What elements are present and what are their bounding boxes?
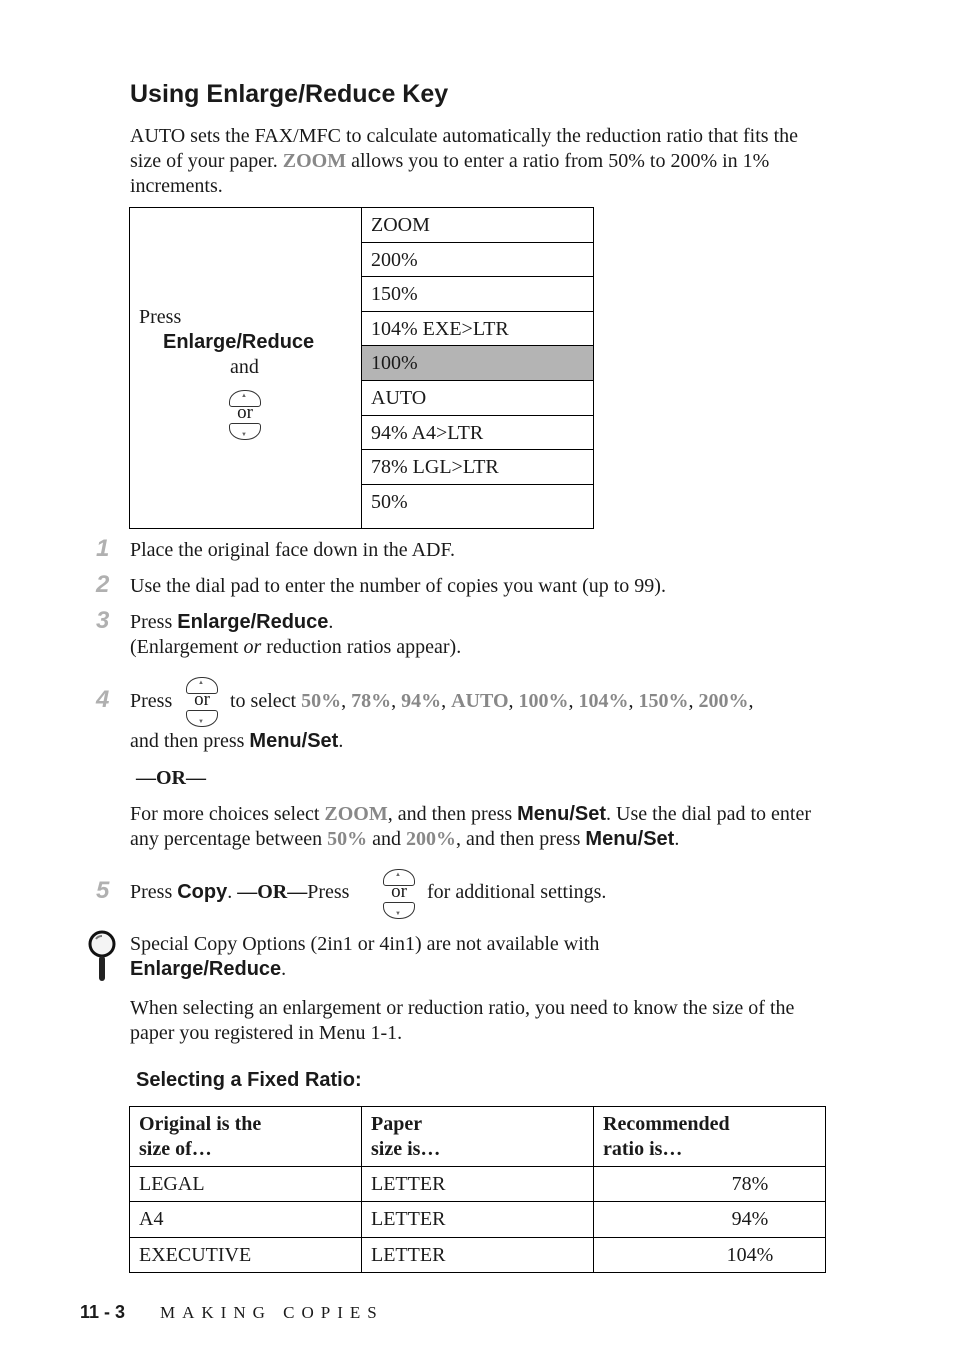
fixed-ratio-table <box>129 1106 826 1273</box>
enlarge-reduce-key-label: Enlarge/Reduce <box>163 331 315 353</box>
table-cell: LEGAL <box>130 1167 362 1202</box>
menu-option: 100% <box>362 346 593 381</box>
column-header: Original is the size of… <box>130 1107 362 1167</box>
fixed-ratio-heading: Selecting a Fixed Ratio: <box>136 1069 362 1091</box>
step-4-press: Press <box>130 690 173 712</box>
table-cell: EXECUTIVE <box>130 1238 362 1273</box>
table-cell: A4 <box>130 1202 362 1238</box>
and-label: and <box>230 356 259 378</box>
step-number: 3 <box>96 607 110 634</box>
menu-option: 150% <box>362 277 593 312</box>
magnifier-note-icon <box>88 930 118 984</box>
step-number: 1 <box>96 535 110 562</box>
or-divider: —OR— <box>136 767 206 789</box>
step-number: 4 <box>96 686 110 713</box>
ratio-values-list: 50%, 78%, 94%, AUTO, 100%, 104%, 150%, 200%, <box>301 690 754 712</box>
page-title: Using Enlarge/Reduce Key <box>130 80 449 108</box>
step-4-select-line: to select 50%, 78%, 94%, AUTO, 100%, 104%, 150%, 200%, <box>230 690 754 712</box>
table-row <box>130 1202 826 1238</box>
table-row <box>130 1238 826 1273</box>
step-2-text: Use the dial pad to enter the number of copies you want (up to 99). <box>130 575 666 597</box>
enlarge-reduce-menu-table <box>129 207 594 529</box>
menu-instruction-cell <box>130 208 362 528</box>
table-cell: LETTER <box>362 1202 594 1238</box>
step-5-text: Press Copy. —OR—Press <box>130 881 350 903</box>
step-4-then: and then press Menu/Set. <box>130 730 344 752</box>
step-5-tail: for additional settings. <box>427 881 607 903</box>
step-number: 2 <box>96 571 110 598</box>
step-number: 5 <box>96 877 110 904</box>
ratio-value: 200% <box>698 690 749 712</box>
table-cell: LETTER <box>362 1238 594 1273</box>
menu-options-list <box>362 208 593 519</box>
chapter-title: MAKING COPIES <box>160 1303 384 1322</box>
menu-option: 50% <box>371 490 408 513</box>
ratio-value: 150% <box>638 690 689 712</box>
step-4-more-choices: For more choices select ZOOM, and then press Menu/Set. Use the dial pad to enter any percentage between 50% and 200%, and then press Menu/Set. <box>130 803 811 850</box>
menu-option: 94% A4>LTR <box>362 416 593 451</box>
step-1-text: Place the original face down in the ADF. <box>130 539 455 561</box>
intro-paragraph: AUTO sets the FAX/MFC to calculate automatically the reduction ratio that fits the size of your paper. ZOOM allows you to enter a ratio from 50% to 200% in 1% increments. <box>130 125 798 197</box>
press-label: Press <box>139 306 182 328</box>
table-cell: 104% <box>594 1238 826 1273</box>
ratio-value: 78% <box>351 690 392 712</box>
table-cell: LETTER <box>362 1167 594 1202</box>
note-text: Special Copy Options (2in1 or 4in1) are not available with Enlarge/Reduce. <box>130 933 600 980</box>
menu-option: 78% LGL>LTR <box>362 450 593 485</box>
page-number: 11 - 3 <box>80 1302 126 1322</box>
menu-option: 104% EXE>LTR <box>362 312 593 347</box>
column-header: Recommended ratio is… <box>594 1107 826 1167</box>
menu-option: AUTO <box>362 381 593 416</box>
table-cell: 94% <box>594 1202 826 1238</box>
ratio-value: 50% <box>301 690 342 712</box>
column-header: Paper size is… <box>362 1107 594 1167</box>
ratio-value: 94% <box>401 690 442 712</box>
menu-option: 200% <box>362 243 593 278</box>
ratio-value: AUTO <box>451 690 509 712</box>
ratio-value: 104% <box>578 690 629 712</box>
table-row <box>130 1167 826 1202</box>
navigation-key-icon: ▲ ▼ or <box>185 677 219 727</box>
note-paragraph: When selecting an enlargement or reduction ratio, you need to know the size of the paper you registered in Menu 1-1. <box>130 997 795 1044</box>
navigation-key-icon: ▲ ▼ or <box>382 869 416 919</box>
navigation-key-icon: ▲ ▼ or <box>228 390 262 440</box>
menu-option: ZOOM <box>362 208 593 243</box>
table-cell: 78% <box>594 1167 826 1202</box>
ratio-value: 100% <box>518 690 569 712</box>
step-3-text: Press Enlarge/Reduce. (Enlargement or reduction ratios appear). <box>130 611 462 658</box>
table-header-row <box>130 1107 826 1167</box>
